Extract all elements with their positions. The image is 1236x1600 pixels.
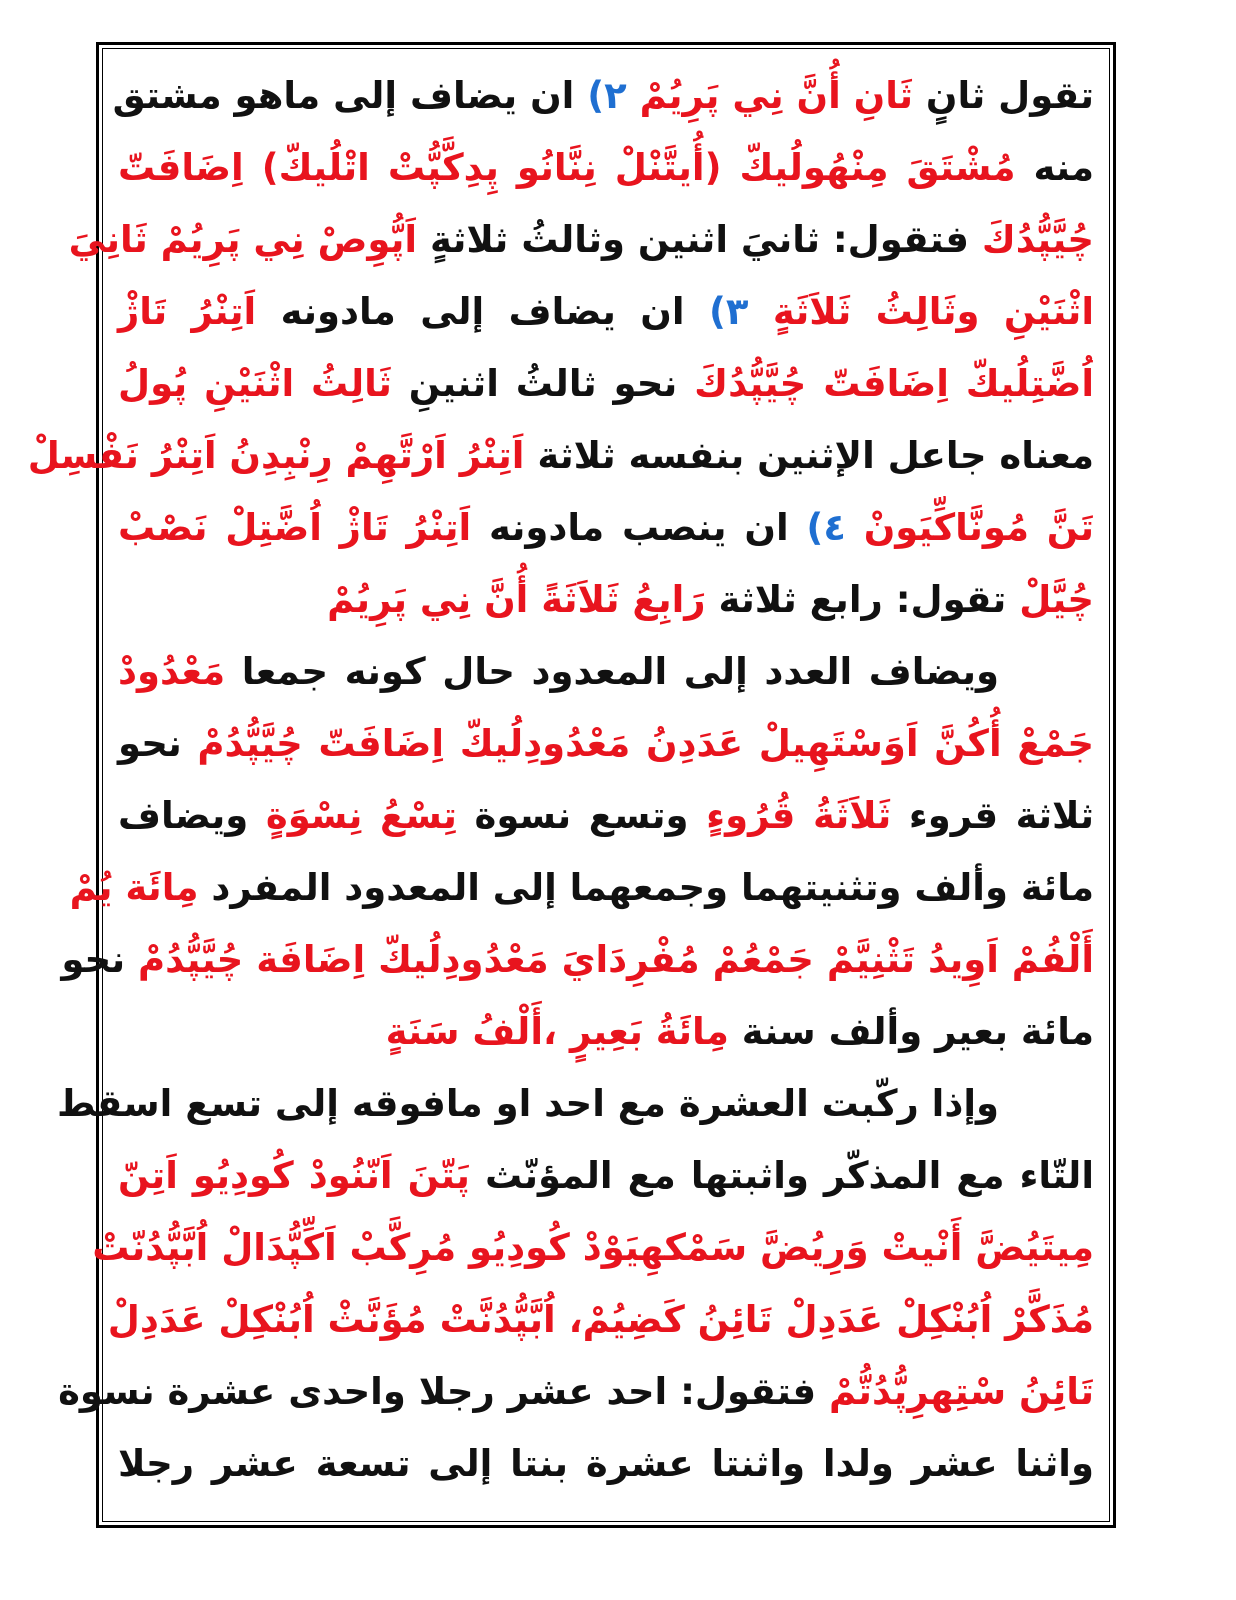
arabic-text: نحو ثالثُ اثنينِ bbox=[391, 362, 678, 405]
arabic-text: ويضاف bbox=[118, 794, 249, 837]
text-line bbox=[57, 1068, 1094, 1140]
text-line bbox=[118, 348, 1094, 420]
text-line bbox=[118, 708, 1094, 780]
text-line bbox=[118, 1428, 1094, 1500]
text-line bbox=[58, 1356, 1094, 1428]
text-line bbox=[68, 204, 1094, 276]
arabic-text: ثلاثة قروء bbox=[891, 794, 1094, 837]
arabic-text: ان يضاف إلى مادونه bbox=[256, 290, 685, 333]
translation-text: ثَلاَثَةُ قُرُوءٍ bbox=[688, 794, 892, 837]
translation-text: چُيَّلْ bbox=[1006, 578, 1094, 621]
translation-text: پَتّنَ اَنّنُودْ كُودِيُو اَتِنّ bbox=[118, 1154, 470, 1197]
document-body bbox=[27, 60, 1095, 1500]
arabic-text: منه bbox=[1015, 146, 1094, 189]
arabic-text: ان ينصب مادونه bbox=[471, 506, 789, 549]
translation-text: اَتِنْرُ تَاژْ bbox=[118, 290, 257, 333]
translation-text: تَائِنُ سْتِهرِپُّدُتُّمْ bbox=[816, 1370, 1094, 1413]
text-line bbox=[118, 1140, 1094, 1212]
translation-text: چُيَّپُّدُكَ bbox=[968, 218, 1094, 261]
translation-text: مِائَةُ بَعِيرٍ ،أَلْفُ سَنَةٍ bbox=[385, 1010, 729, 1053]
translation-text: اثْنَيْنِ وثَالِثُ ثَلاَثَةٍ bbox=[748, 290, 1095, 333]
translation-text: مُذَكَّرْ اُبُنْكِلْ عَدَدِلْ تَائِنُ كَضِيُمْ، اُبَّپُّدُنَّتْ مُؤَنَّثْ اُبُنْكِلْ عَدَدِلْ bbox=[107, 1298, 1094, 1341]
text-line bbox=[92, 1212, 1094, 1284]
text-line bbox=[61, 924, 1094, 996]
item-number: ٢) bbox=[574, 74, 627, 117]
text-line bbox=[118, 564, 1094, 636]
translation-text: تِسْعُ نِسْوَةٍ bbox=[248, 794, 457, 837]
text-line bbox=[118, 636, 1094, 708]
translation-text: ثَانِ أُنَّ نِي پَرِيُمْ bbox=[626, 74, 914, 117]
translation-text: اَپُّوِصْ نِي پَرِيُمْ ثَانِيَ bbox=[68, 218, 418, 261]
arabic-text: مائة وألف وتثنيتهما وجمعهما إلى المعدود المفرد bbox=[198, 866, 1094, 909]
translation-text: جَمْعْ أُكُنَّ اَوَسْتَهِيلْ عَدَدِنُ مَعْدُودِلُيكّ اِضَافَتّ چُيَّپُّدُمْ bbox=[181, 722, 1094, 765]
translation-text: ثَالِثُ اثْنَيْنِ پُولُ bbox=[118, 362, 392, 405]
arabic-text: تقول: رابع ثلاثة bbox=[705, 578, 1007, 621]
text-line bbox=[118, 780, 1094, 852]
text-line bbox=[27, 420, 1094, 492]
translation-text: تَنَّ مُونَّاكِّيَونْ bbox=[845, 506, 1094, 549]
arabic-text: نحو bbox=[118, 722, 182, 765]
item-number: ٤) bbox=[788, 506, 846, 549]
translation-text: مَعْدُودْ bbox=[118, 650, 226, 693]
arabic-text: ويضاف العدد إلى المعدود حال كونه جمعا bbox=[225, 650, 999, 693]
arabic-text: وإذا ركّبت العشرة مع احد او مافوقه إلى تسع اسقط bbox=[57, 1082, 999, 1125]
translation-text: اَتِنْرُ اَرْتَّهِمْ رِنْبِدِنُ اَتِنْرُ نَفْسِلْ bbox=[27, 434, 525, 477]
arabic-text: فتقول: احد عشر رجلا واحدى عشرة نسوة bbox=[58, 1370, 817, 1413]
arabic-text: ان يضاف إلى ماهو مشتق bbox=[112, 74, 575, 117]
translation-text: أَلْفُمْ اَوِيدُ تَثْنِيَّمْ جَمْعُمْ مُفْرِدَايَ مَعْدُودِلُيكّ اِضَافَة چُيَّپُّدُمْ bbox=[125, 938, 1094, 981]
arabic-text: التّاء مع المذكّر واثبتها مع المؤنّث bbox=[469, 1154, 1094, 1197]
text-line bbox=[112, 60, 1094, 132]
translation-text: مُشْتَقَ مِنْهُولُيكّ (أُيتَّنْلْ نِنَّانُو پِدِكَّپُّتْ اتْلُيكّ) اِضَافَتّ bbox=[118, 146, 1016, 189]
item-number: ٣) bbox=[684, 290, 749, 333]
translation-text: اَتِنْرُ تَاژْ اُضَّتِلْ نَصْبْ bbox=[118, 506, 472, 549]
text-line bbox=[118, 996, 1094, 1068]
arabic-text: وتسع نسوة bbox=[456, 794, 689, 837]
translation-text: اُضَّتِلُيكّ اِضَافَتّ چُيَّپُّدُكَ bbox=[677, 362, 1095, 405]
arabic-text: تقول ثانٍ bbox=[913, 74, 1094, 117]
text-line bbox=[118, 276, 1094, 348]
translation-text: مِائَة يُمْ bbox=[69, 866, 199, 909]
arabic-text: مائة بعير وألف سنة bbox=[728, 1010, 1094, 1053]
arabic-text: معناه جاعل الإثنين بنفسه ثلاثة bbox=[524, 434, 1094, 477]
text-line bbox=[69, 852, 1094, 924]
translation-text: رَابِعُ ثَلاَثَةً أُنَّ نِي پَرِيُمْ bbox=[327, 578, 706, 621]
text-line bbox=[118, 132, 1094, 204]
arabic-text: نحو bbox=[61, 938, 126, 981]
text-line bbox=[118, 492, 1094, 564]
arabic-text: واثنا عشر ولدا واثنتا عشرة بنتا إلى تسعة عشر رجلا bbox=[118, 1442, 1094, 1485]
text-line bbox=[107, 1284, 1094, 1356]
arabic-text: فتقول: ثانيَ اثنين وثالثُ ثلاثةٍ bbox=[417, 218, 969, 261]
translation-text: مِيتَيُضَّ أَنْيتْ وَرِيُضَّ سَمْكهِيَوْدْ كُودِيُو مُرِكَّبْ اَكِّپُّدَالْ اُبَّپُّدُنّتْ bbox=[92, 1226, 1094, 1269]
